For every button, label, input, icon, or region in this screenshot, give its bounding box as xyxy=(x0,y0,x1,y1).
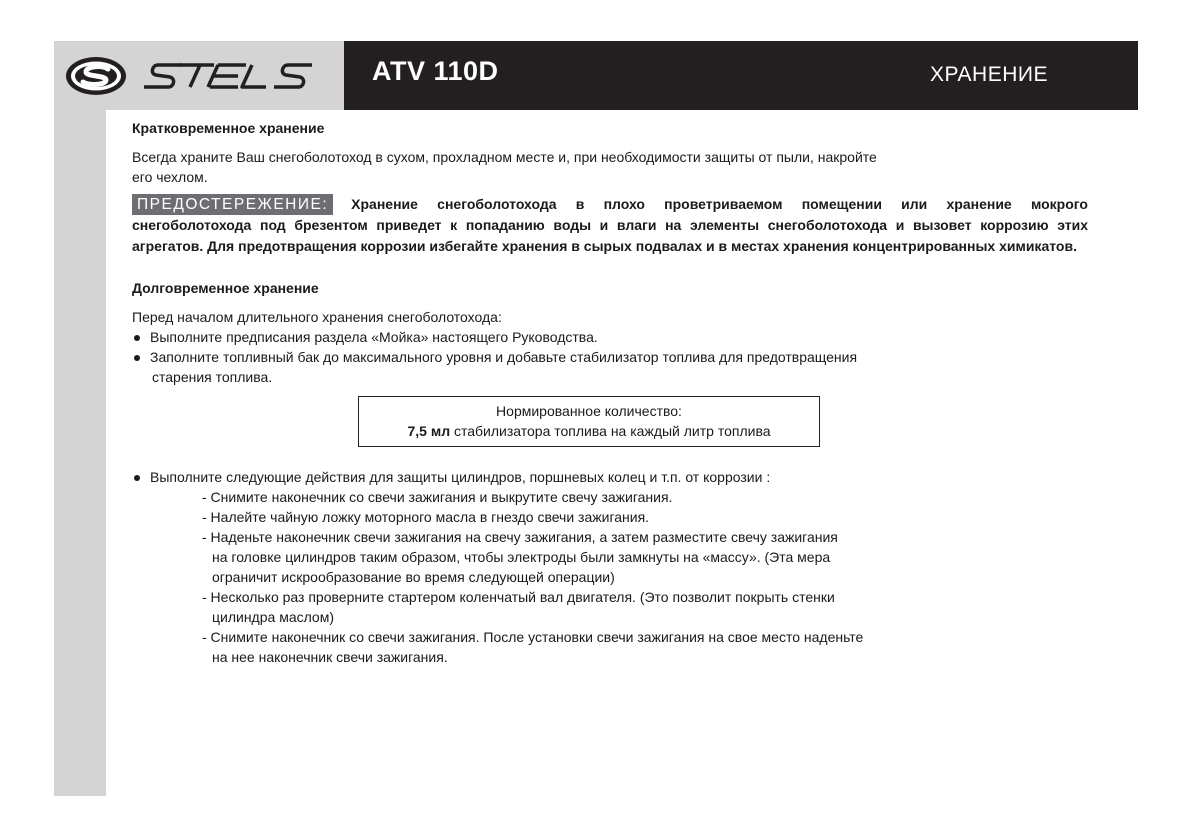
long-term-heading: Долговременное хранение xyxy=(132,280,319,296)
short-term-text-1: Всегда храните Ваш снегоболотоход в сухом, прохладном месте и, при необходимости защиты от пыли, накройте xyxy=(132,149,877,165)
warning-text: Хранение снегоболотохода в плохо проветриваемом помещении или хранение мокрого снегоболотохода под брезентом приведет к попаданию воды и влаги на элементы снегоболотохода и вызовет коррозию этих агрегатов. Для предотвращения коррозии избегайте хранения в сырых подвалах и в местах хранения концентрированных химикатов. xyxy=(132,196,1088,254)
list-item: Выполните предписания раздела «Мойка» настоящего Руководства. xyxy=(132,327,1088,347)
list-item: Выполните следующие действия для защиты цилиндров, поршневых колец и т.п. от коррозии : xyxy=(132,467,1088,487)
model-title: ATV 110D xyxy=(372,56,499,86)
bullet-icon xyxy=(134,355,140,361)
norm-title: Нормированное количество: xyxy=(496,403,682,419)
norm-box xyxy=(358,396,820,447)
long-term-intro: Перед началом длительного хранения снегоболотохода: xyxy=(132,309,502,325)
norm-text: стабилизатора топлива на каждый литр топлива xyxy=(453,423,771,439)
stels-badge-icon xyxy=(64,55,128,97)
section-title: ХРАНЕНИЕ xyxy=(929,63,1048,86)
bullet-icon xyxy=(134,335,140,341)
page-header xyxy=(54,41,1138,110)
step-item: - Наденьте наконечник свечи зажигания на свечу зажигания, а затем разместите свечу зажигания на головке цилиндров таким образом, чтобы электроды были замкнуты на «массу». (Эта мера ограничит искрообразование во время следующей операции) xyxy=(202,529,838,585)
step-item: - Снимите наконечник со свечи зажигания. После установки свечи зажигания на свое место наденьте на нее наконечник свечи зажигания. xyxy=(202,629,864,665)
bullet-icon xyxy=(134,475,140,481)
list-item: Заполните топливный бак до максимального уровня и добавьте стабилизатор топлива для предотвращения старения топлива. xyxy=(132,347,1088,387)
step-item: - Снимите наконечник со свечи зажигания и выкрутите свечу зажигания. xyxy=(202,489,673,505)
page-content xyxy=(132,118,1088,667)
warning-block xyxy=(132,194,1088,256)
warning-label: ПРЕДОСТЕРЕЖЕНИЕ: xyxy=(132,194,333,215)
side-bar xyxy=(54,110,106,796)
short-term-heading: Кратковременное хранение xyxy=(132,120,325,136)
step-item: - Налейте чайную ложку моторного масла в гнездо свечи зажигания. xyxy=(202,509,650,525)
step-item: - Несколько раз проверните стартером коленчатый вал двигателя. (Это позволит покрыть стенки цилиндра маслом) xyxy=(202,589,835,625)
norm-line xyxy=(362,421,816,441)
brand-logo xyxy=(54,41,344,110)
stels-wordmark xyxy=(134,57,334,95)
norm-amount: 7,5 мл xyxy=(407,423,451,439)
short-term-text-2: его чехлом. xyxy=(132,169,208,185)
